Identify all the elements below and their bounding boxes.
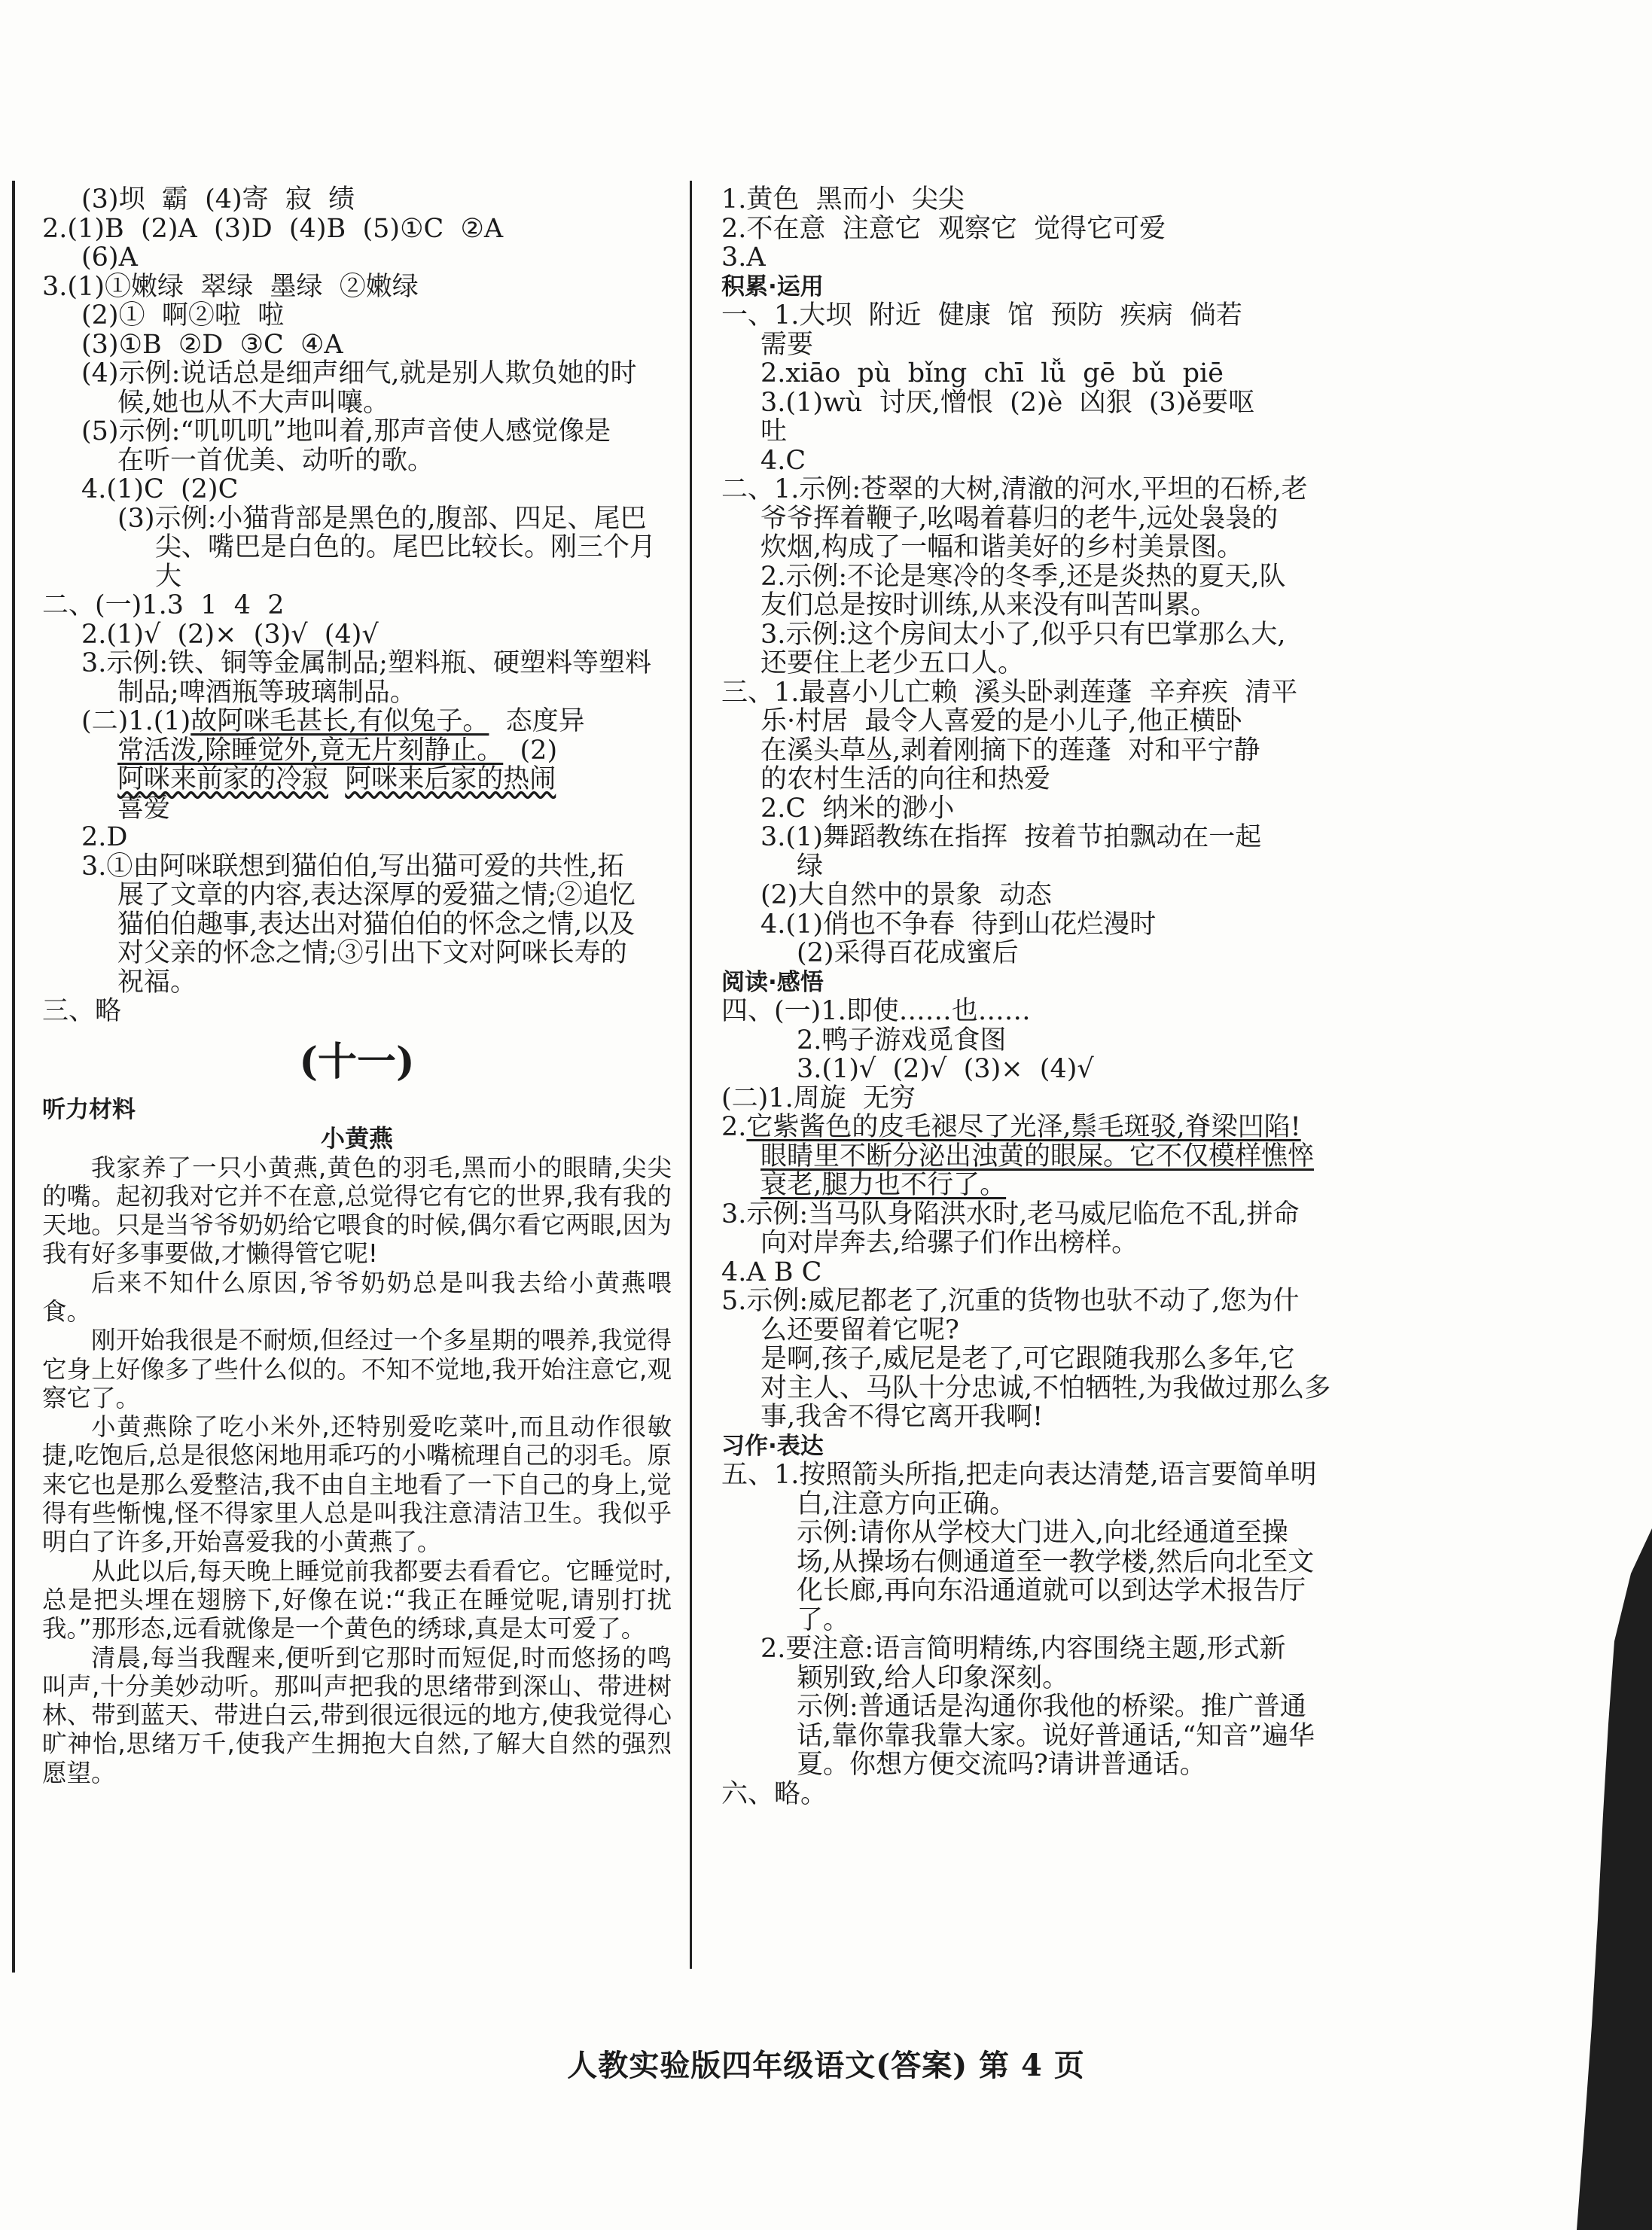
answer-line: 乐·村居 最令人喜爱的是小儿子,他正横卧	[760, 706, 1242, 736]
answer-line: 三、略	[42, 996, 122, 1026]
page-footer: 人教实验版四年级语文(答案) 第 4 页	[567, 2048, 1085, 2083]
answer-line	[721, 1171, 1354, 1200]
answer-line: 化长廊,再向东沿通道就可以到达学术报告厅	[797, 1576, 1306, 1606]
answer-line: 2.(1)B (2)A (3)D (4)B (5)①C ②A	[42, 213, 504, 244]
essay-paragraph: 从此以后,每天晚上睡觉前我都要去看看它。它睡觉时,总是把头埋在翅膀下,好像在说:“我正在睡觉呢,请别打扰我。”那形态,远看就像是一个黄色的绣球,真是太可爱了。	[42, 1556, 672, 1644]
answer-line: 3.(1)√ (2)√ (3)× (4)√	[797, 1054, 1094, 1084]
answer-line	[42, 736, 672, 766]
answer-line: 三、1.最喜小儿亡赖 溪头卧剥莲蓬 辛弃疾 清平	[721, 677, 1298, 708]
answer-line: 话,靠你靠我靠大家。说好普通话,“知音”遍华	[797, 1720, 1315, 1751]
answer-line: (2)① 啊②啦 啦	[81, 300, 285, 331]
underlined-quote: 故阿咪毛甚长,有似兔子。	[190, 706, 489, 736]
answer-line: 向对岸奔去,给骡子们作出榜样。	[760, 1228, 1138, 1258]
answer-line: 了。	[797, 1604, 850, 1635]
answer-line: 一、1.大坝 附近 健康 馆 预防 疾病 倘若	[721, 300, 1242, 331]
answer-line: 2.要注意:语言简明精练,内容围绕主题,形式新	[760, 1634, 1286, 1664]
answer-line: 还要住上老少五口人。	[760, 648, 1025, 678]
underlined-quote: 眼睛里不断分泌出浊黄的眼屎。	[760, 1141, 1130, 1171]
answer-line: (4)示例:说话总是细声细气,就是别人欺负她的时	[81, 358, 637, 388]
answer-line: 场,从操场右侧通道至一教学楼,然后向北至文	[797, 1546, 1315, 1577]
answer-line: (6)A	[81, 242, 138, 273]
answer-line: (3)示例:小猫背部是黑色的,腹部、四足、尾巴	[117, 503, 647, 534]
section-heading: 积累·运用	[721, 273, 824, 300]
answer-line	[42, 765, 672, 794]
answer-line: 2.D	[81, 822, 128, 852]
answer-line: 1.黄色 黑而小 尖尖	[721, 184, 965, 215]
wavy-underline-text: 阿咪来前家的冷寂	[117, 764, 329, 794]
answer-line: 对父亲的怀念之情;③引出下文对阿咪长寿的	[117, 938, 627, 968]
answer-line: 夏。你想方便交流吗?请讲普通话。	[797, 1750, 1206, 1780]
wavy-underline-text: 阿咪来后家的热闹	[345, 764, 556, 794]
answer-line: 3.示例:当马队身陷洪水时,老马威尼临危不乱,拼命	[721, 1199, 1300, 1229]
essay-paragraph: 后来不知什么原因,爷爷奶奶总是叫我去给小黄燕喂食。	[42, 1268, 672, 1326]
answer-line: 在溪头草丛,剥着刚摘下的莲蓬 对和平宁静	[760, 735, 1260, 766]
answer-line: 2.不在意 注意它 观察它 觉得它可爱	[721, 213, 1166, 244]
answer-line: 示例:请你从学校大门进入,向北经通道至操	[797, 1518, 1288, 1548]
answer-line: 2.C 纳米的渺小	[760, 793, 955, 824]
answer-line: 么还要留着它呢?	[760, 1315, 959, 1345]
section-heading: 阅读·感悟	[721, 968, 824, 996]
answer-line: 3.示例:铁、铜等金属制品;塑料瓶、硬塑料等塑料	[81, 648, 651, 678]
answer-line: (2)采得百花成蜜后	[797, 938, 1019, 968]
answer-line: 4.C	[760, 445, 806, 476]
left-border-line	[12, 181, 15, 1973]
answer-line: 4.(1)C (2)C	[81, 474, 239, 504]
answer-line: 展了文章的内容,表达深厚的爱猫之情;②追忆	[117, 880, 636, 910]
answer-line	[42, 707, 672, 736]
answer-line: 四、(一)1.即使……也……	[721, 996, 1031, 1026]
essay-paragraph: 我家养了一只小黄燕,黄色的羽毛,黑而小的眼睛,尖尖的嘴。起初我对它并不在意,总觉得它有它的世界,我有我的天地。只是当爷爷奶奶给它喂食的时候,偶尔看它两眼,因为我有好多事要做,才懒得管它呢!	[42, 1153, 672, 1269]
answer-line: 二、(一)1.3 1 4 2	[42, 590, 285, 620]
answer-text: 2.	[721, 1112, 747, 1142]
torn-edge-shadow	[1562, 1528, 1652, 2230]
answer-line: 事,我舍不得它离开我啊!	[760, 1402, 1044, 1432]
answer-line: 大	[155, 561, 182, 592]
answer-line: 4.(1)俏也不争春 待到山花烂漫时	[760, 909, 1157, 940]
answer-line: 喜爱	[117, 793, 171, 824]
answer-line: (3)坝 霸 (4)寄 寂 绩	[81, 184, 355, 215]
answer-line: 炊烟,构成了一幅和谐美好的乡村美景图。	[760, 532, 1244, 562]
answer-line: 尖、嘴巴是白色的。尾巴比较长。刚三个月	[155, 532, 657, 562]
section-title: (十一)	[299, 1038, 415, 1085]
answer-line: (二)1.周旋 无穷	[721, 1083, 916, 1113]
answer-line	[721, 1142, 1354, 1171]
answer-line: 5.示例:威尼都老了,沉重的货物也驮不动了,您为什	[721, 1286, 1300, 1316]
answer-line: 绿	[797, 851, 824, 882]
answer-line: 2.鸭子游戏觅食图	[797, 1025, 1007, 1056]
answer-line: 祝福。	[117, 967, 197, 998]
answer-text: (2)	[520, 735, 558, 766]
essay-title: 小黄燕	[320, 1124, 393, 1153]
essay-paragraph: 小黄燕除了吃小米外,还特别爱吃菜叶,而且动作很敏捷,吃饱后,总是很悠闲地用乖巧的小嘴梳理自己的羽毛。原来它也是那么爱整洁,我不由自主地看了一下自己的身上,觉得有些惭愧,怪不得家里人总是叫我注意清洁卫生。我似乎明白了许多,开始喜爱我的小黄燕了。	[42, 1412, 672, 1557]
answer-line: 2.xiāo pù bǐng chī lǚ gē bǔ piē	[760, 358, 1224, 388]
answer-line: 需要	[760, 329, 814, 360]
underlined-quote: 常活泼,除睡觉外,竟无片刻静止。	[117, 735, 504, 766]
answer-line: 3.A	[721, 242, 766, 273]
section-heading: 习作·表达	[721, 1432, 824, 1460]
answer-line: 候,她也从不大声叫嚷。	[117, 387, 390, 418]
underlined-quote: 它紫酱色的皮毛褪尽了光泽,鬃毛斑驳,脊梁凹陷!	[746, 1112, 1301, 1142]
essay-body	[42, 1153, 672, 1788]
essay-paragraph: 刚开始我很是不耐烦,但经过一个多星期的喂养,我觉得它身上好像多了些什么似的。不知不觉地,我开始注意它,观察它了。	[42, 1326, 672, 1412]
answer-line: 4.A B C	[721, 1257, 822, 1287]
left-column	[42, 185, 672, 1787]
answer-line: 制品;啤酒瓶等玻璃制品。	[117, 677, 416, 708]
answer-line: 2.(1)√ (2)× (3)√ (4)√	[81, 619, 379, 650]
answer-line: 2.示例:不论是寒冷的冬季,还是炎热的夏天,队	[760, 561, 1286, 592]
answer-line: (3)①B ②D ③C ④A	[81, 329, 343, 360]
answer-line: 五、1.按照箭头所指,把走向表达清楚,语言要简单明	[721, 1460, 1317, 1490]
answer-line	[721, 1113, 1354, 1142]
answer-line: 吐	[760, 416, 788, 446]
column-divider	[690, 181, 692, 1969]
answer-line: 的农村生活的向往和热爱	[760, 764, 1051, 794]
answer-text: (二)1.(1)	[81, 706, 191, 736]
answer-line: 爷爷挥着鞭子,吆喝着暮归的老牛,远处袅袅的	[760, 503, 1279, 534]
underlined-quote: 它不仅模样憔悴	[1129, 1141, 1315, 1171]
listening-label: 听力材料	[42, 1095, 136, 1123]
answer-line: 3.①由阿咪联想到猫伯伯,写出猫可爱的共性,拓	[81, 851, 624, 882]
right-column	[721, 185, 1354, 1808]
answer-line: 在听一首优美、动听的歌。	[117, 445, 434, 476]
underlined-quote: 衰老,腿力也不行了。	[760, 1170, 1007, 1200]
answer-line: 3.(1)①嫩绿 翠绿 墨绿 ②嫩绿	[42, 271, 419, 302]
answer-text: 态度异	[505, 706, 585, 736]
answer-line: 白,注意方向正确。	[797, 1488, 1016, 1519]
answer-line: 猫伯伯趣事,表达出对猫伯伯的怀念之情,以及	[117, 909, 636, 940]
answer-line: 3.示例:这个房间太小了,似乎只有巴掌那么大,	[760, 619, 1286, 650]
answer-line: 友们总是按时训练,从来没有叫苦叫累。	[760, 590, 1218, 620]
answer-line: (5)示例:“叽叽叽”地叫着,那声音使人感觉像是	[81, 416, 611, 446]
answer-line: 3.(1)舞蹈教练在指挥 按着节拍飘动在一起	[760, 822, 1262, 852]
answer-line: 是啊,孩子,威尼是老了,可它跟随我那么多年,它	[760, 1344, 1295, 1374]
answer-line: 颖别致,给人印象深刻。	[797, 1662, 1069, 1693]
answer-line: (2)大自然中的景象 动态	[760, 880, 1052, 910]
answer-line: 3.(1)wù 讨厌,憎恨 (2)è 凶狠 (3)ě要呕	[760, 387, 1255, 418]
answer-line: 二、1.示例:苍翠的大树,清澈的河水,平坦的石桥,老	[721, 474, 1308, 504]
essay-paragraph: 清晨,每当我醒来,便听到它那时而短促,时而悠扬的鸣叫声,十分美妙动听。那叫声把我的思绪带到深山、带进树林、带到蓝天、带进白云,带到很远很远的地方,使我觉得心旷神怡,思绪万千,使我产生拥抱大自然,了解大自然的强烈愿望。	[42, 1643, 672, 1787]
answer-line: 对主人、马队十分忠诚,不怕牺牲,为我做过那么多	[760, 1372, 1331, 1403]
answer-line: 六、略。	[721, 1778, 828, 1809]
answer-line: 示例:普通话是沟通你我他的桥梁。推广普通	[797, 1692, 1306, 1722]
